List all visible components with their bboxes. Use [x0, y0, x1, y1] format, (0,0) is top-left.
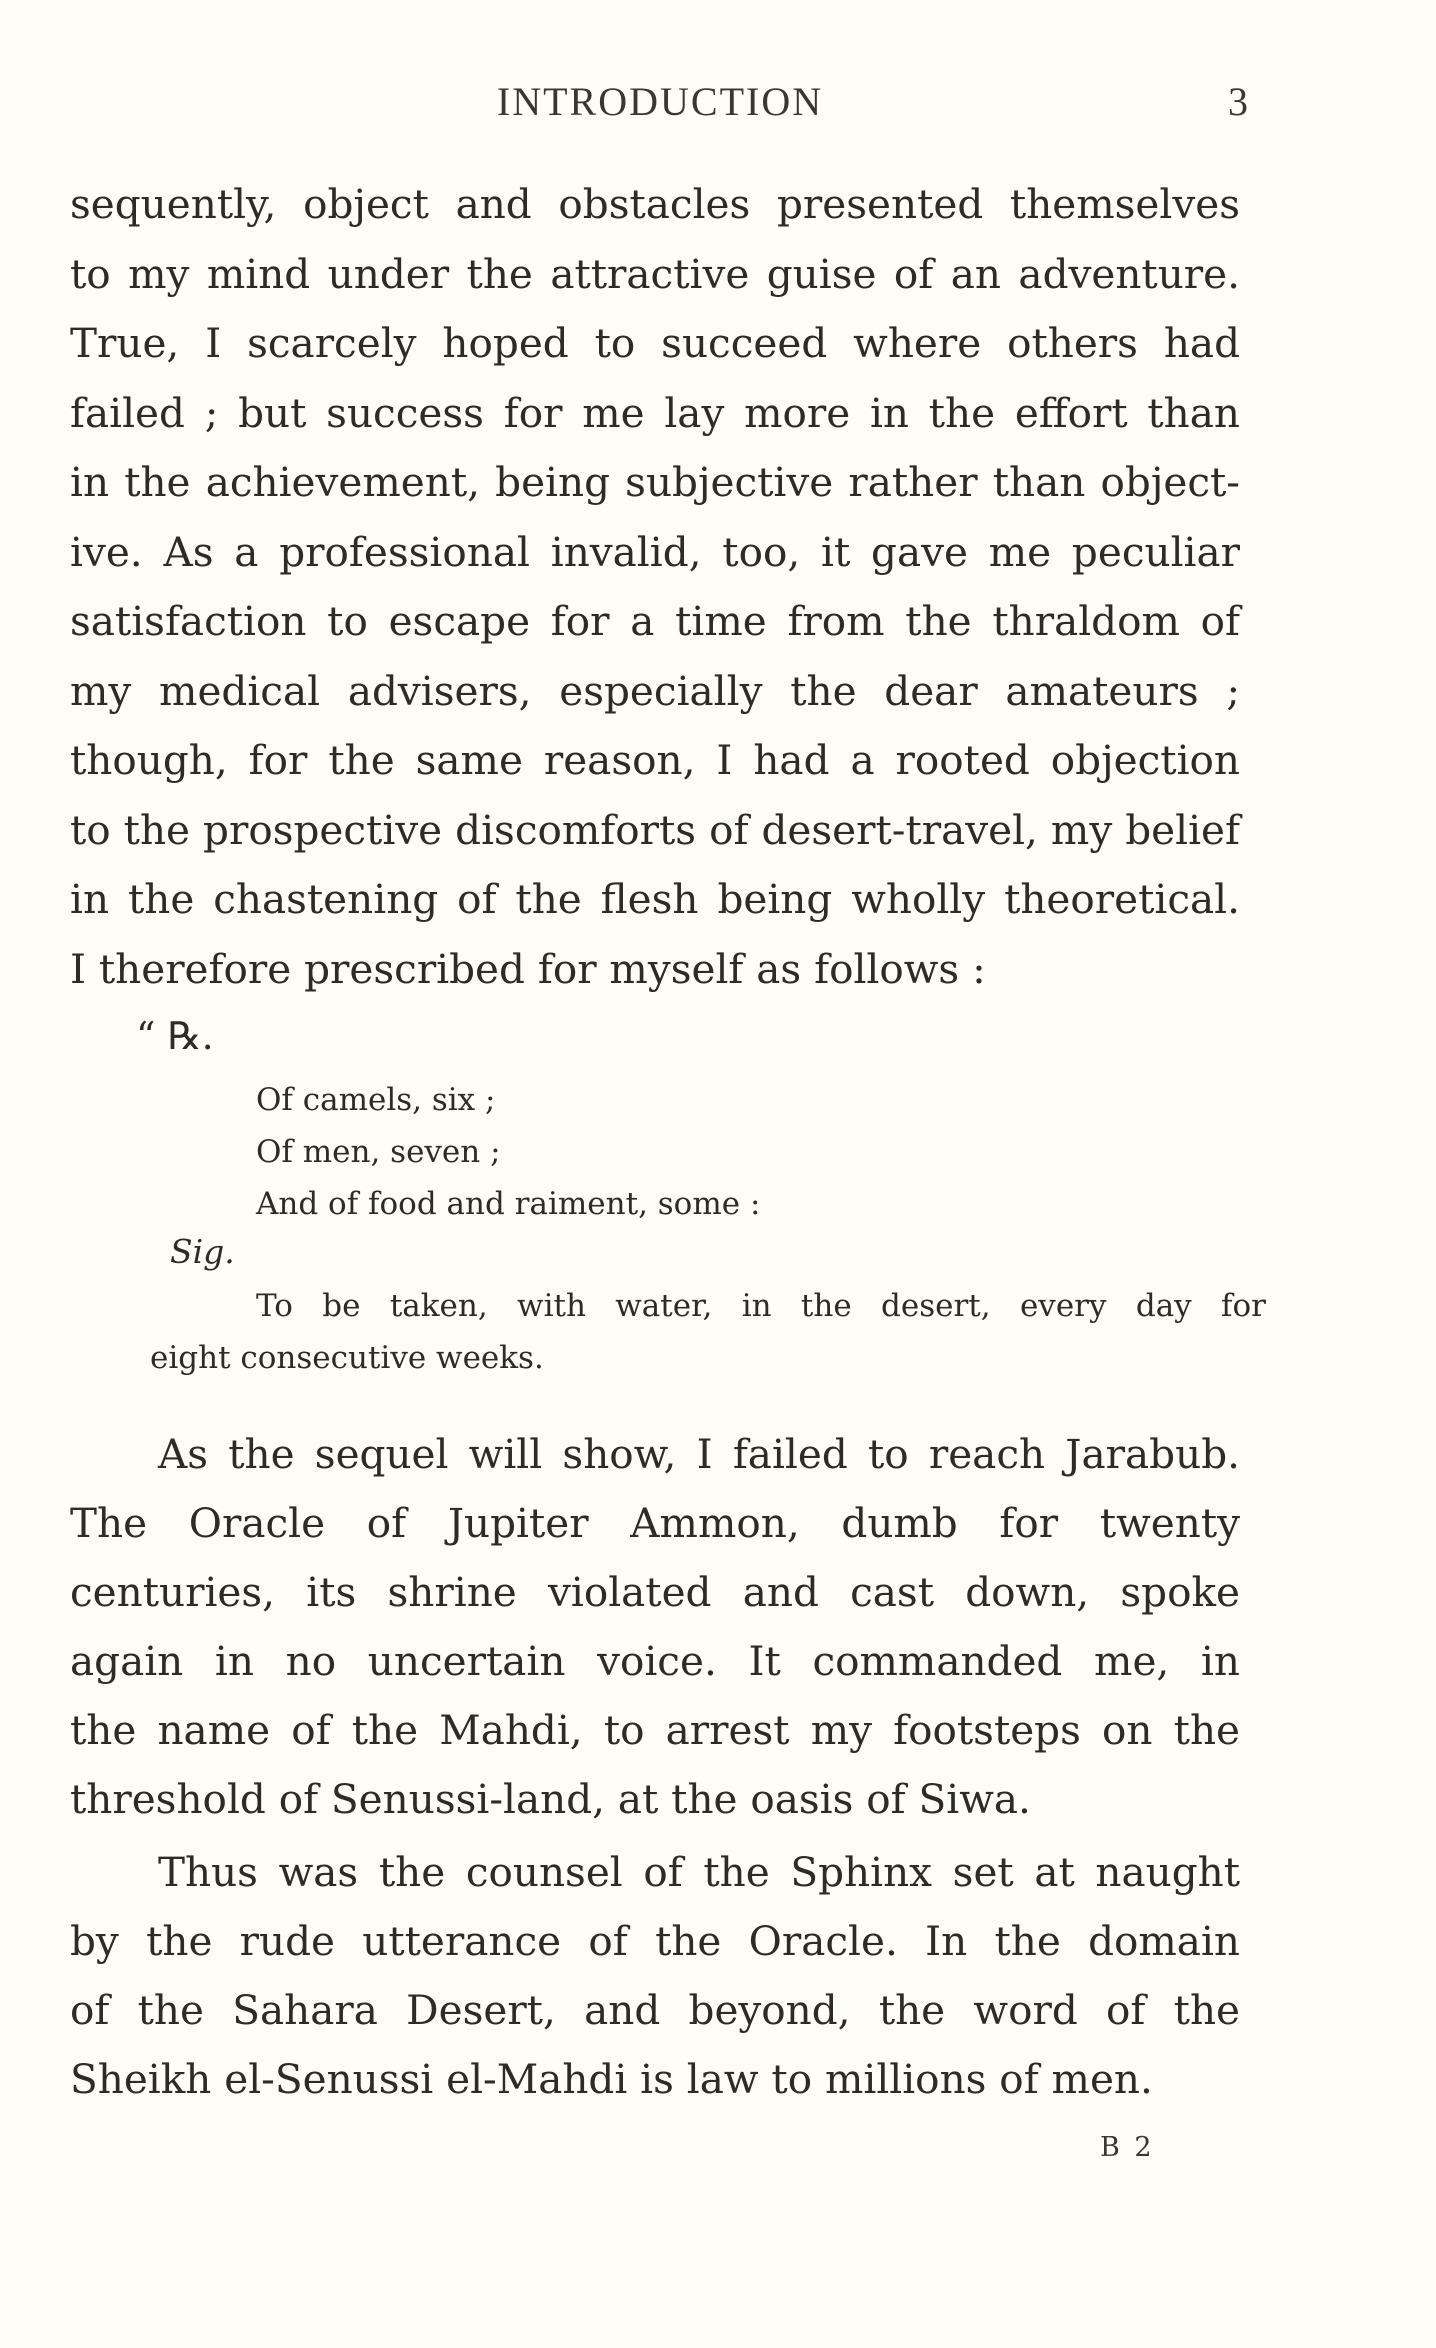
text-line: though, for the same reason, I had a rooted objection: [70, 736, 1240, 784]
text-line: The Oracle of Jupiter Ammon, dumb for twenty: [70, 1499, 1240, 1547]
text-line: in the achievement, being subjective rather than object-: [70, 458, 1240, 506]
running-head: INTRODUCTION: [496, 79, 824, 124]
page-number: 3: [1228, 79, 1250, 124]
prescription-item: Of men, seven ;: [256, 1134, 501, 1170]
text-line: failed ; but success for me lay more in the effort than: [70, 388, 1240, 437]
text-line: ive. As a professional invalid, too, it gave me peculiar: [70, 527, 1240, 576]
text-line: to my mind under the attractive guise of an adventure.: [70, 249, 1240, 298]
text-line: to the prospective discomforts of desert-travel, my belief: [70, 805, 1240, 854]
text-line: my medical advisers, especially the dear amateurs ;: [70, 666, 1240, 715]
text-line: Sheikh el-Senussi el-Mahdi is law to millions of men.: [70, 2055, 1153, 2103]
text-line: satisfaction to escape for a time from the thraldom of: [70, 597, 1240, 645]
text-line: again in no uncertain voice. It commanded me, in: [70, 1637, 1240, 1685]
prescription-directions-continued: eight consecutive weeks.: [150, 1340, 544, 1376]
text-line: Thus was the counsel of the Sphinx set at naught: [158, 1848, 1240, 1896]
recipe-symbol: “ ℞.: [136, 1014, 214, 1058]
text-line: in the chastening of the flesh being wholly theoretical.: [70, 875, 1240, 923]
text-line: the name of the Mahdi, to arrest my footsteps on the: [70, 1706, 1240, 1754]
prescription-directions: To be taken, with water, in the desert, every day for: [256, 1288, 1266, 1324]
text-line: I therefore prescribed for myself as follows :: [70, 944, 986, 993]
text-line: centuries, its shrine violated and cast down, spoke: [70, 1568, 1240, 1616]
sig-label: Sig.: [170, 1232, 235, 1271]
signature-mark: B 2: [1100, 2132, 1155, 2163]
text-line: True, I scarcely hoped to succeed where others had: [70, 319, 1240, 367]
page-header: [70, 78, 1250, 128]
text-line: by the rude utterance of the Oracle. In the domain: [70, 1917, 1240, 1965]
text-line: sequently, object and obstacles presented themselves: [70, 180, 1240, 228]
prescription-item: And of food and raiment, some :: [256, 1186, 761, 1222]
paragraph-2: [70, 1420, 1240, 1834]
paragraph-1: [70, 170, 1240, 1004]
text-line: threshold of Senussi-land, at the oasis of Siwa.: [70, 1775, 1031, 1823]
text-line: of the Sahara Desert, and beyond, the word of the: [70, 1986, 1240, 2034]
prescription-item: Of camels, six ;: [256, 1082, 496, 1118]
text-line: As the sequel will show, I failed to reach Jarabub.: [158, 1430, 1240, 1478]
paragraph-3: [70, 1838, 1240, 2114]
